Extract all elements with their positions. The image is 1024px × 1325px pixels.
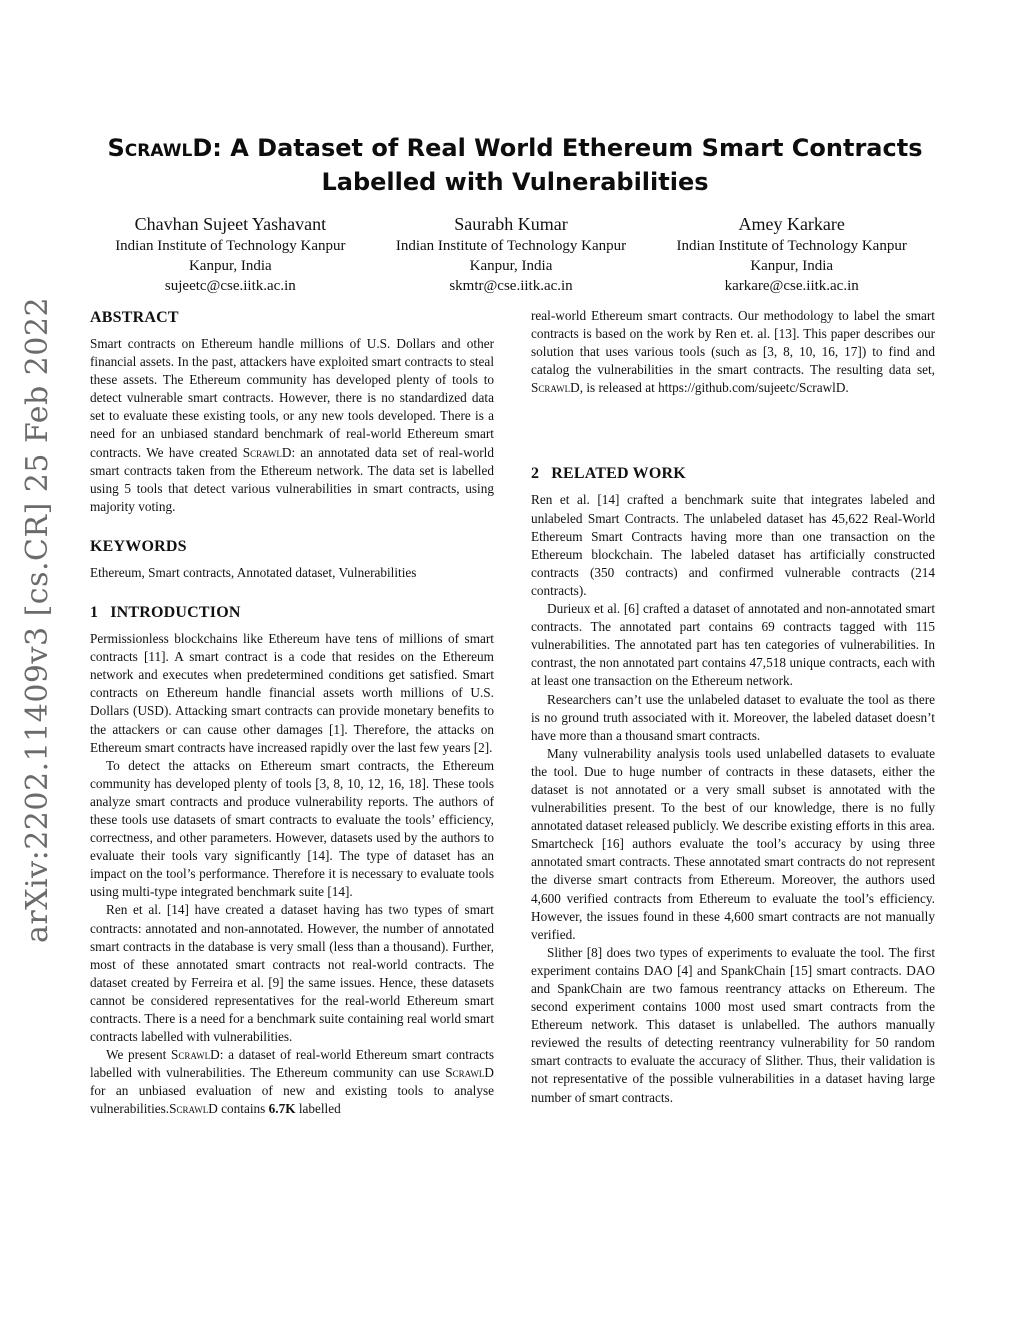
intro-paragraph: Permissionless blockchains like Ethereum have tens of millions of smart contracts [11]. A smart contract is a code that resides on the Ethereum network and executes when predetermined conditions get satisfied. Smart contracts on Ethereum handle financial assets worth millions of U.S. Dollars (USD). Attacking smart contracts can provide monetary benefits to the attackers or can cause other damages [1]. Therefore, the attacks on Ethereum smart contracts have increased rapidly over the last few years [2]. — [90, 631, 494, 755]
section-title: RELATED WORK — [551, 465, 686, 483]
dataset-name: ScrawlD — [169, 1101, 218, 1117]
intro-continued-part-1: real-world Ethereum smart contracts. Our methodology to label the smart contracts is based on the work by Ren et. al. [13]. This paper describes our solution that uses various tools (such as [3, 8, 10, 16, 17]) to find and catalog the vulnerabilities in the smart contracts. The resulting data set, — [531, 308, 935, 378]
keywords-text: Ethereum, Smart contracts, Annotated dataset, Vulnerabilities — [90, 564, 417, 580]
author-name: Saurabh Kumar — [454, 214, 568, 234]
paper-title — [90, 131, 940, 199]
author-name: Amey Karkare — [738, 214, 845, 234]
title-line-1 — [90, 131, 940, 165]
related-work-paragraph: Slither [8] does two types of experiments to evaluate the tool. The first experiment contains DAO [4] and SpankChain [15] smart contracts. DAO and SpankChain are two famous reentrancy attacks on Ethereum. The second experiment contains 1000 most used smart contracts from the Ethereum network. This dataset is unlabelled. The authors manually reviewed the results of detecting reentrancy vulnerability for 50 random smart contracts to evaluate the accuracy of Slither. Thus, their validation is not representative of the possible vulnerabilities in a dataset having large number of smart contracts. — [531, 944, 935, 1105]
keywords-section — [90, 536, 494, 582]
abstract-section — [90, 307, 494, 516]
abstract-dataset-name: ScrawlD — [242, 444, 292, 460]
abstract-text-part-1: Smart contracts on Ethereum handle millions of U.S. Dollars and other financial assets. In the past, attackers have exploited smart contracts to steal these assets. The Ethereum community has developed plenty of tools to detect vulnerable smart contracts. However, there is no standardized data set to evaluate these existing tools, or any new tools developed. There is a need for an unbiased standard benchmark of real-world Ethereum smart contracts. We have created — [90, 336, 494, 460]
intro-text: contains — [217, 1101, 269, 1117]
related-work-paragraph: Ren et al. [14] crafted a benchmark suite that integrates labeled and unlabeled Smart Contracts. The unlabeled dataset has 45,622 Real-World Ethereum Smart Contracts having more than one transaction on the Ethereum blockchain. The labeled dataset has artificially constructed contracts (350 contracts) and confirmed vulnerable contracts (214 contracts). — [531, 492, 935, 598]
title-line-1-rest: : A Dataset of Real World Ethereum Smart Contracts — [212, 134, 923, 162]
intro-continued — [531, 307, 935, 397]
intro-paragraph — [90, 1046, 494, 1118]
author-email: skmtr@cse.iitk.ac.in — [449, 278, 573, 294]
intro-paragraph: Ren et al. [14] have created a dataset having has two types of smart contracts: annotated and non-annotated. However, the number of annotated smart contracts in the database is very small (less than a thousand). Further, most of these annotated smart contracts not real-world contracts. The dataset created by Ferreira et al. [9] the same issues. Hence, these datasets cannot be considered representatives for the real-world Ethereum smart contracts. There is a need for a benchmark suite containing real world smart contracts labelled with vulnerabilities. — [90, 902, 494, 1045]
author-affiliation: Indian Institute of Technology Kanpur — [395, 238, 627, 254]
related-work-paragraph: Many vulnerability analysis tools used unlabelled datasets to evaluate the tool. Due to huge number of contracts in these datasets, either the dataset is not annotated or a very small subset is annotated with the vulnerabilities present. To the best of our knowledge, there is no fully annotated dataset released publicly. We describe existing efforts in this area. Smartcheck [16] authors evaluate the tool’s accuracy by using three annotated smart contracts. These annotated smart contracts do not represent the diverse smart contracts from Ethereum. Moreover, the authors used 4,600 verified contracts from Ethereum to evaluate the tool’s efficiency. However, the issues found in these 4,600 smart contracts are not manually verified. — [531, 745, 935, 942]
abstract-heading: ABSTRACT — [90, 309, 179, 326]
arxiv-sidebar-stamp — [18, 260, 58, 980]
author-location: Kanpur, India — [469, 258, 553, 274]
author-block — [377, 212, 646, 296]
intro-text: labelled — [295, 1101, 341, 1117]
related-work-heading — [531, 463, 935, 485]
right-column — [531, 307, 935, 1119]
author-location: Kanpur, India — [188, 258, 272, 274]
section-number: 2 — [531, 465, 540, 483]
abstract-text — [90, 335, 494, 516]
author-location: Kanpur, India — [750, 258, 834, 274]
title-line-2: Labelled with Vulnerabilities — [321, 168, 709, 196]
left-column — [90, 307, 494, 1131]
author-block — [657, 212, 926, 296]
intro-paragraph: To detect the attacks on Ethereum smart contracts, the Ethereum community has developed plenty of tools [3, 8, 10, 12, 16, 18]. These tools analyze smart contracts and produce vulnerability reports. The authors of these tools use datasets of smart contracts to evaluate the tools’ efficiency, correctness, and other parameters. However, datasets used by the authors to evaluate their tools vary significantly [14]. The type of dataset has an impact on the tool’s performance. Therefore it is necessary to evaluate tools using multi-type integrated benchmark suite [14]. — [90, 757, 494, 900]
author-list — [96, 212, 926, 296]
intro-text: : a dataset of real-world Ethereum smart contracts labelled with vulnerabilities. The Ethereum community can use — [90, 1047, 494, 1081]
author-email: sujeetc@cse.iitk.ac.in — [164, 278, 296, 294]
dataset-name: ScrawlD — [445, 1065, 494, 1081]
intro-text: for an unbiased evaluation of new and existing tools to analyse vulnerabilities. — [90, 1083, 494, 1117]
intro-continued-part-3: . — [845, 380, 849, 396]
related-work-section — [531, 463, 935, 1106]
intro-continued-part-2: , is released at — [579, 380, 659, 396]
introduction-section — [90, 602, 494, 1119]
author-email: karkare@cse.iitk.ac.in — [724, 278, 859, 294]
dataset-name: ScrawlD — [531, 380, 580, 396]
contract-count: 6.7K — [268, 1101, 296, 1117]
keywords-heading: KEYWORDS — [90, 537, 187, 555]
author-affiliation: Indian Institute of Technology Kanpur — [676, 238, 907, 254]
intro-text: We present — [106, 1047, 171, 1063]
author-block — [96, 212, 365, 296]
github-link[interactable]: https://github.com/sujeetc/ScrawlD — [658, 380, 846, 396]
dataset-name: ScrawlD — [171, 1047, 220, 1063]
arxiv-stamp-text: arXiv:2202.11409v3 [cs.CR] 25 Feb 2022 — [20, 296, 56, 944]
author-name: Chavhan Sujeet Yashavant — [134, 214, 327, 234]
abstract-text-part-2: : an annotated data set of real-world smart contracts taken from the Ethereum network. The data set is labelled using 5 tools that detect various vulnerabilities in smart contracts, using majority voting. — [90, 444, 494, 514]
introduction-heading — [90, 602, 494, 624]
intro-continued-text — [531, 307, 935, 397]
section-number: 1 — [90, 604, 99, 622]
related-work-paragraph: Durieux et al. [6] crafted a dataset of annotated and non-annotated smart contracts. The annotated part contains 69 contracts tagged with 115 vulnerabilities. The annotated part has ten categories of vulnerabilities. In contrast, the non annotated part contains 47,518 unique contracts, each with at least one transaction on the Ethereum network. — [531, 601, 935, 689]
author-affiliation: Indian Institute of Technology Kanpur — [115, 238, 346, 254]
section-title: INTRODUCTION — [110, 604, 241, 622]
title-dataset-name: ScrawlD — [107, 134, 213, 162]
related-work-paragraph: Researchers can’t use the unlabeled dataset to evaluate the tool as there is no ground truth associated with it. Moreover, the labeled dataset doesn’t have more than a thousand smart contracts. — [531, 691, 935, 743]
